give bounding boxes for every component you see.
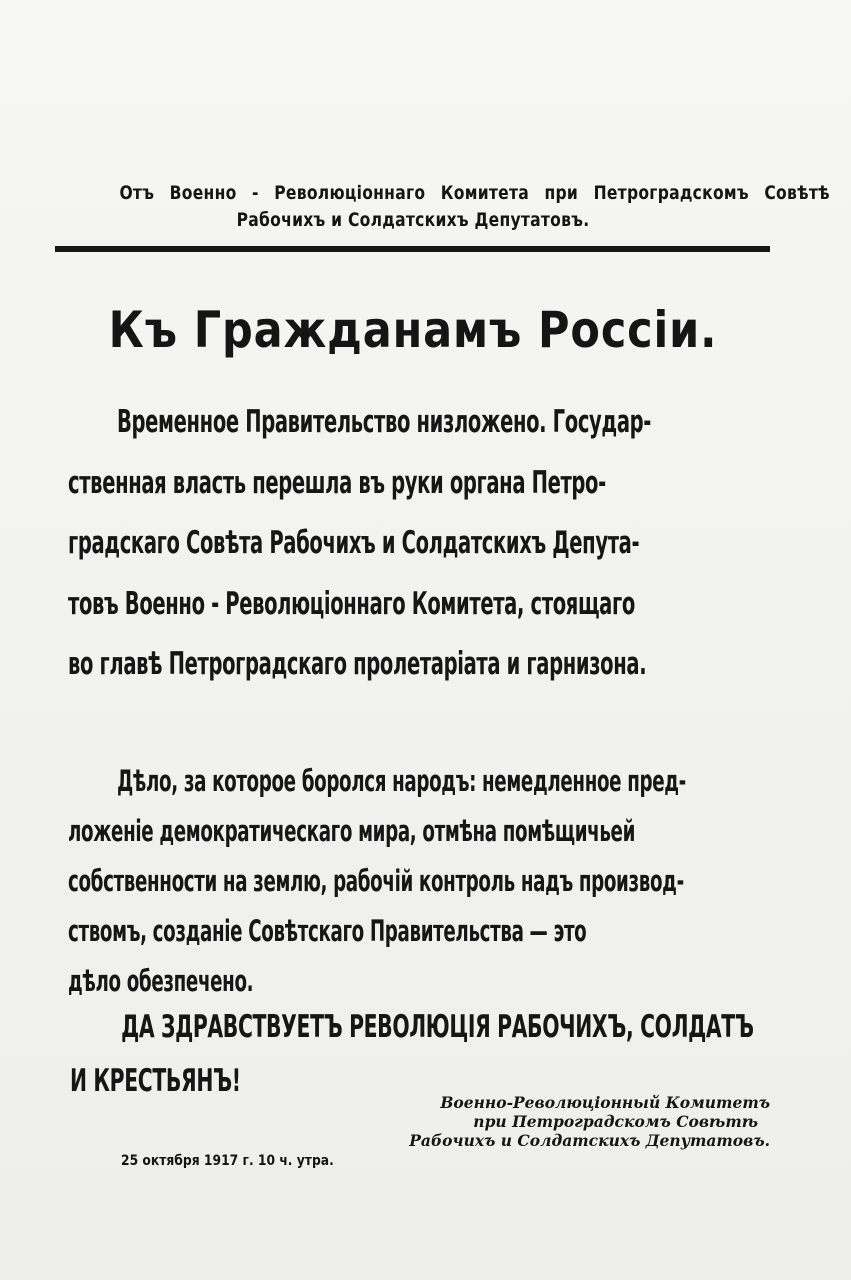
header-line-2: Рабочихъ и Солдатскихъ Депутатовъ. xyxy=(236,209,590,231)
text-line: товъ Военно - Революціоннаго Комитета, стоящаго xyxy=(68,585,635,622)
text-line: собственности на землю, рабочій контроль надъ производ- xyxy=(68,864,684,898)
text-line: градскаго Совѣта Рабочихъ и Солдатскихъ Депута- xyxy=(68,525,640,561)
paragraph-proclamation xyxy=(68,392,652,695)
text-line: во главѣ Петроградскаго пролетаріата и гарнизона. xyxy=(68,646,647,682)
text-line: ложеніе демократическаго мира, отмѣна помѣщичьей xyxy=(68,814,636,848)
poster-title: Къ Гражданамъ Россіи. xyxy=(108,301,718,359)
header-line-1: Отъ Военно - Революціоннаго Комитета при Петроградскомъ Совѣтѣ xyxy=(119,182,830,204)
paragraph-cause xyxy=(68,756,686,1006)
text-line: дѣло обезпечено. xyxy=(68,964,254,998)
poster-header xyxy=(119,180,830,234)
header-divider xyxy=(55,246,770,252)
text-line: И КРЕСТЬЯНЪ! xyxy=(70,1063,241,1099)
text-line: Временное Правительство низложено. Государ- xyxy=(117,404,652,440)
text-line: ствомъ, созданіе Совѣтскаго Правительства — это xyxy=(68,914,587,948)
text-line: Дѣло, за которое боролся народъ: немедленное пред- xyxy=(117,764,686,798)
text-line: ственная власть перешла въ руки органа Петро- xyxy=(68,464,606,501)
signature-line: Военно-Революціонный Комитетъ xyxy=(440,1093,770,1112)
signature-line: Рабочихъ и Солдатскихъ Депутатовъ. xyxy=(409,1131,770,1150)
issue-date: 25 октября 1917 г. 10 ч. утра. xyxy=(121,1153,334,1169)
text-line: ДА ЗДРАВСТВУЕТЪ РЕВОЛЮЦІЯ РАБОЧИХЪ, СОЛДАТЪ xyxy=(121,1009,754,1045)
signature-block xyxy=(300,1093,770,1150)
signature-line: при Петроградскомъ Совѣтѣ xyxy=(473,1112,758,1131)
